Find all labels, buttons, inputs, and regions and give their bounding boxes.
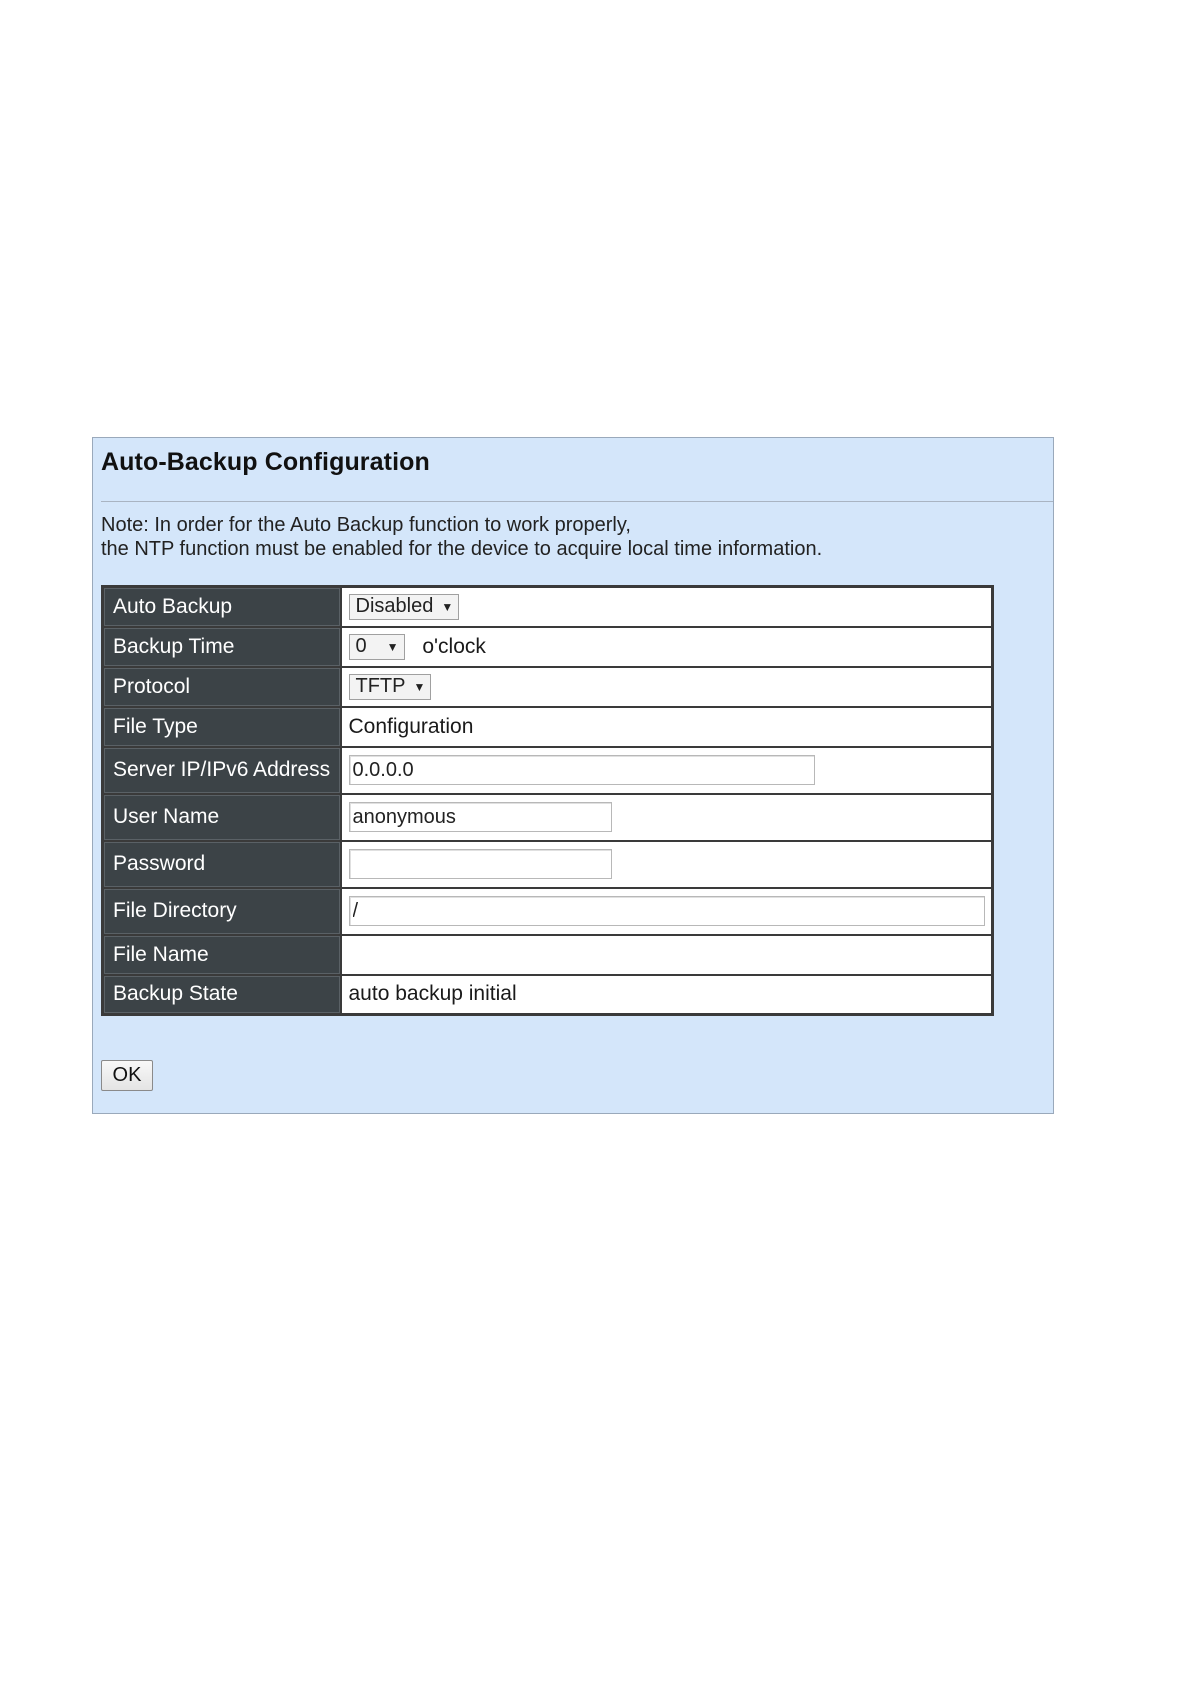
file-name-label: File Name — [103, 935, 341, 975]
backup-state-label: Backup State — [103, 975, 341, 1015]
chevron-down-icon: ▼ — [413, 679, 426, 694]
file-type-label: File Type — [103, 707, 341, 747]
user-name-label: User Name — [103, 794, 341, 841]
file-directory-label: File Directory — [103, 888, 341, 935]
auto-backup-label: Auto Backup — [103, 587, 341, 627]
config-table — [101, 585, 994, 1016]
user-name-input[interactable] — [349, 802, 612, 832]
password-label: Password — [103, 841, 341, 888]
note-line-1: Note: In order for the Auto Backup function to work properly, — [101, 514, 631, 536]
row-file-type — [103, 707, 993, 747]
user-name-cell — [341, 794, 993, 841]
auto-backup-select[interactable] — [349, 594, 460, 620]
row-file-directory — [103, 888, 993, 935]
row-file-name — [103, 935, 993, 975]
row-protocol — [103, 667, 993, 707]
oclock-suffix: o'clock — [422, 634, 486, 658]
protocol-select[interactable] — [349, 674, 432, 700]
title-divider — [101, 501, 1053, 502]
chevron-down-icon: ▼ — [441, 599, 454, 614]
panel-title: Auto-Backup Configuration — [101, 448, 430, 476]
auto-backup-panel — [92, 437, 1054, 1114]
chevron-down-icon: ▼ — [386, 639, 399, 654]
row-auto-backup — [103, 587, 993, 627]
password-cell — [341, 841, 993, 888]
row-backup-time — [103, 627, 993, 667]
note-line-2: the NTP function must be enabled for the device to acquire local time information. — [101, 538, 823, 560]
protocol-cell — [341, 667, 993, 707]
auto-backup-cell — [341, 587, 993, 627]
auto-backup-selected: Disabled — [355, 595, 434, 618]
file-type-value: Configuration — [341, 707, 993, 747]
protocol-label: Protocol — [103, 667, 341, 707]
backup-state-value: auto backup initial — [341, 975, 993, 1015]
row-backup-state — [103, 975, 993, 1015]
server-ip-label: Server IP/IPv6 Address — [103, 747, 341, 794]
ok-button[interactable]: OK — [101, 1060, 153, 1091]
server-ip-input[interactable] — [349, 755, 815, 785]
backup-time-select[interactable] — [349, 634, 405, 660]
row-user-name — [103, 794, 993, 841]
password-input[interactable] — [349, 849, 612, 879]
row-password — [103, 841, 993, 888]
protocol-selected: TFTP — [355, 675, 406, 697]
backup-time-cell — [341, 627, 993, 667]
file-directory-cell — [341, 888, 993, 935]
server-ip-cell — [341, 747, 993, 794]
row-server-ip — [103, 747, 993, 794]
backup-time-selected: 0 — [355, 635, 367, 657]
ntp-note — [101, 513, 822, 561]
backup-time-label: Backup Time — [103, 627, 341, 667]
file-name-value — [341, 935, 993, 975]
file-directory-input[interactable] — [349, 896, 985, 926]
